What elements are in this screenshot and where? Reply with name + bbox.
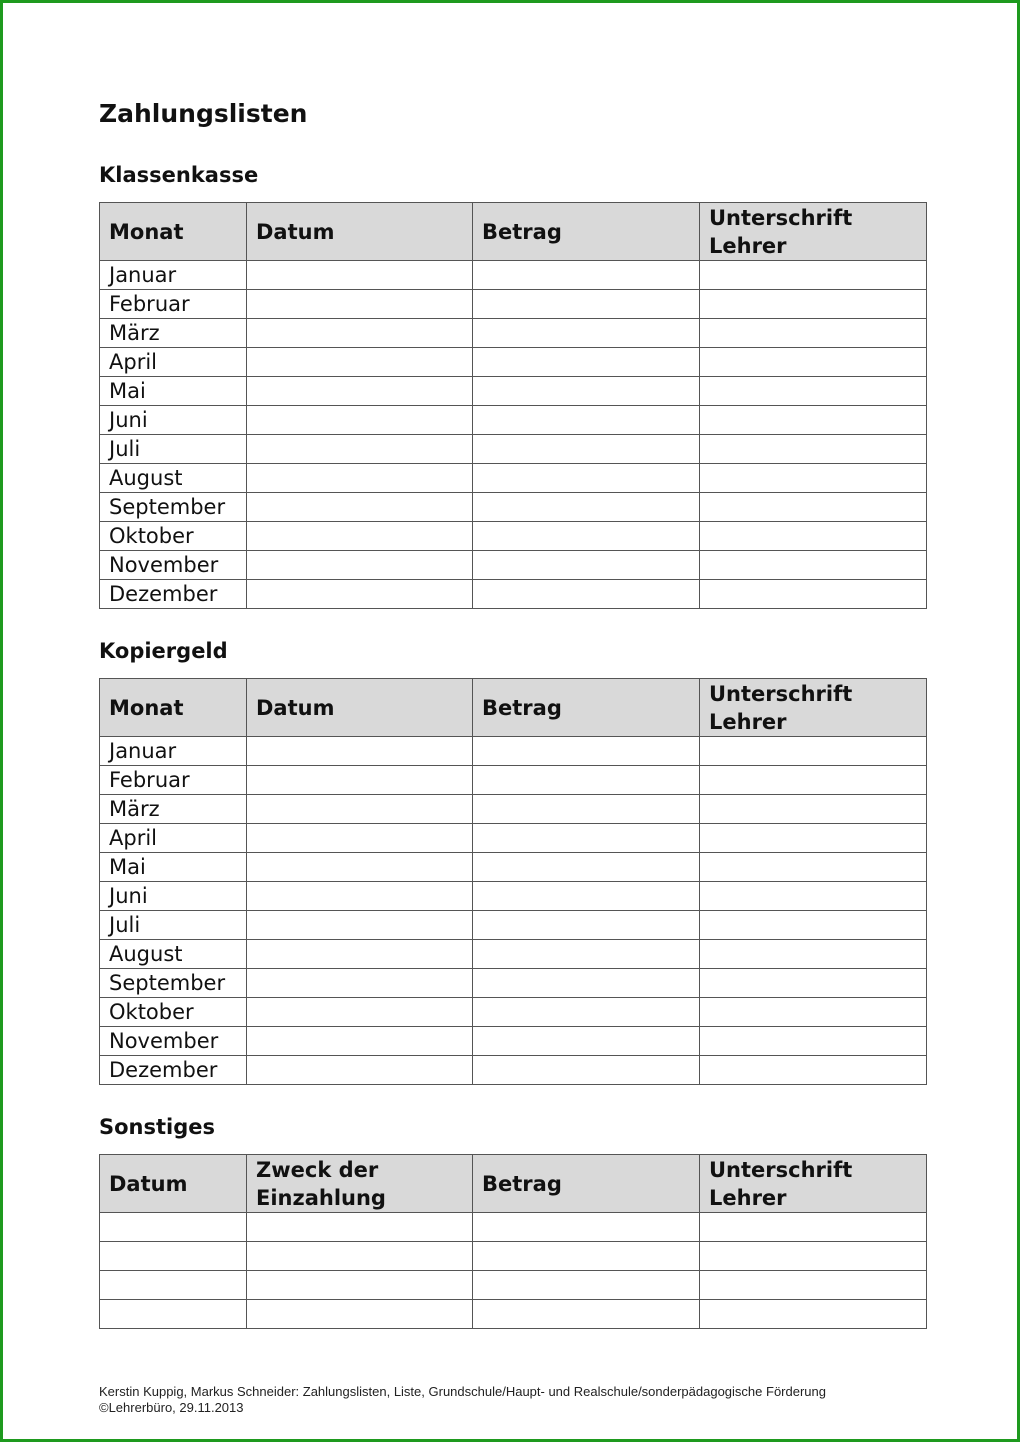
header-datum: Datum [247,679,473,737]
signature-cell[interactable] [700,882,927,911]
purpose-cell[interactable] [247,1271,473,1300]
date-cell[interactable] [247,377,473,406]
amount-cell[interactable] [473,969,700,998]
table-row [100,1271,927,1300]
month-cell: Dezember [100,1056,247,1085]
amount-cell[interactable] [473,1300,700,1329]
date-cell[interactable] [247,406,473,435]
signature-cell[interactable] [700,1300,927,1329]
amount-cell[interactable] [473,551,700,580]
amount-cell[interactable] [473,998,700,1027]
signature-cell[interactable] [700,348,927,377]
table-row [100,348,927,377]
section-heading-kopiergeld: Kopiergeld [99,639,228,663]
month-cell: März [100,795,247,824]
table-row [100,940,927,969]
purpose-cell[interactable] [247,1242,473,1271]
month-cell: September [100,969,247,998]
page-footer [99,1384,826,1416]
header-datum: Datum [100,1155,247,1213]
signature-cell[interactable] [700,1027,927,1056]
month-cell: Februar [100,766,247,795]
signature-cell[interactable] [700,1242,927,1271]
date-cell[interactable] [247,493,473,522]
date-cell[interactable] [247,261,473,290]
signature-cell[interactable] [700,824,927,853]
amount-cell[interactable] [473,1213,700,1242]
table-row [100,551,927,580]
table-row [100,261,927,290]
date-cell[interactable] [247,1056,473,1085]
table-kopiergeld [99,678,927,1085]
date-cell[interactable] [247,998,473,1027]
signature-cell[interactable] [700,522,927,551]
amount-cell[interactable] [473,853,700,882]
amount-cell[interactable] [473,1027,700,1056]
table-row [100,464,927,493]
header-betrag: Betrag [473,1155,700,1213]
table-row [100,911,927,940]
date-cell[interactable] [247,348,473,377]
month-cell: August [100,464,247,493]
table-klassenkasse [99,202,927,609]
table-sonstiges [99,1154,927,1329]
table-row [100,737,927,766]
table-row [100,1242,927,1271]
amount-cell[interactable] [473,737,700,766]
month-cell: September [100,493,247,522]
amount-cell[interactable] [473,319,700,348]
amount-cell[interactable] [473,261,700,290]
table-header-row [100,1155,927,1213]
month-cell: Dezember [100,580,247,609]
date-cell[interactable] [247,319,473,348]
table-row [100,319,927,348]
signature-cell[interactable] [700,580,927,609]
signature-cell[interactable] [700,406,927,435]
date-cell[interactable] [247,795,473,824]
date-cell[interactable] [247,940,473,969]
signature-cell[interactable] [700,319,927,348]
section-heading-sonstiges: Sonstiges [99,1115,216,1139]
month-cell: August [100,940,247,969]
month-cell: Januar [100,261,247,290]
month-cell: Juni [100,882,247,911]
signature-cell[interactable] [700,1213,927,1242]
signature-cell[interactable] [700,1271,927,1300]
amount-cell[interactable] [473,464,700,493]
amount-cell[interactable] [473,435,700,464]
signature-cell[interactable] [700,464,927,493]
footer-credits: Kerstin Kuppig, Markus Schneider: Zahlungslisten, Liste, Grundschule/Haupt- und Realschule/sonderpädagogische Förderung [99,1384,826,1399]
amount-cell[interactable] [473,766,700,795]
month-cell: Mai [100,853,247,882]
date-cell[interactable] [100,1300,247,1329]
signature-cell[interactable] [700,290,927,319]
table-row [100,377,927,406]
table-row [100,493,927,522]
date-cell[interactable] [247,290,473,319]
signature-cell[interactable] [700,766,927,795]
date-cell[interactable] [100,1213,247,1242]
amount-cell[interactable] [473,1271,700,1300]
date-cell[interactable] [247,824,473,853]
amount-cell[interactable] [473,795,700,824]
signature-cell[interactable] [700,435,927,464]
month-cell: April [100,348,247,377]
amount-cell[interactable] [473,290,700,319]
date-cell[interactable] [247,737,473,766]
signature-cell[interactable] [700,795,927,824]
month-cell: November [100,551,247,580]
table-row [100,795,927,824]
table-row [100,824,927,853]
footer-copyright: ©Lehrerbüro, 29.11.2013 [99,1400,244,1415]
date-cell[interactable] [247,1027,473,1056]
table-row [100,969,927,998]
header-monat: Monat [100,203,247,261]
table-row [100,1213,927,1242]
signature-cell[interactable] [700,493,927,522]
month-cell: November [100,1027,247,1056]
date-cell[interactable] [247,435,473,464]
date-cell[interactable] [247,911,473,940]
amount-cell[interactable] [473,824,700,853]
table-row [100,406,927,435]
table-row [100,290,927,319]
month-cell: Oktober [100,998,247,1027]
signature-cell[interactable] [700,940,927,969]
section-heading-klassenkasse: Klassenkasse [99,163,259,187]
amount-cell[interactable] [473,1242,700,1271]
month-cell: Januar [100,737,247,766]
month-cell: Juli [100,911,247,940]
header-unterschrift: Unterschrift Lehrer [700,679,927,737]
date-cell[interactable] [100,1271,247,1300]
month-cell: Februar [100,290,247,319]
amount-cell[interactable] [473,493,700,522]
date-cell[interactable] [247,551,473,580]
date-cell[interactable] [247,882,473,911]
amount-cell[interactable] [473,911,700,940]
amount-cell[interactable] [473,940,700,969]
signature-cell[interactable] [700,853,927,882]
section-sonstiges [99,1113,926,1329]
header-datum: Datum [247,203,473,261]
date-cell[interactable] [247,969,473,998]
date-cell[interactable] [100,1242,247,1271]
date-cell[interactable] [247,580,473,609]
table-row [100,580,927,609]
signature-cell[interactable] [700,1056,927,1085]
page-title: Zahlungslisten [99,99,308,128]
header-unterschrift: Unterschrift Lehrer [700,1155,927,1213]
table-row [100,882,927,911]
amount-cell[interactable] [473,580,700,609]
amount-cell[interactable] [473,882,700,911]
table-header-row [100,679,927,737]
table-row [100,998,927,1027]
month-cell: Oktober [100,522,247,551]
purpose-cell[interactable] [247,1213,473,1242]
amount-cell[interactable] [473,348,700,377]
header-unterschrift: Unterschrift Lehrer [700,203,927,261]
signature-cell[interactable] [700,377,927,406]
table-row [100,1027,927,1056]
table-row [100,853,927,882]
header-betrag: Betrag [473,203,700,261]
table-row [100,435,927,464]
table-header-row [100,203,927,261]
table-row [100,1056,927,1085]
table-row [100,766,927,795]
date-cell[interactable] [247,522,473,551]
amount-cell[interactable] [473,377,700,406]
amount-cell[interactable] [473,1056,700,1085]
table-row [100,1300,927,1329]
signature-cell[interactable] [700,551,927,580]
amount-cell[interactable] [473,406,700,435]
table-row [100,522,927,551]
signature-cell[interactable] [700,969,927,998]
signature-cell[interactable] [700,911,927,940]
date-cell[interactable] [247,853,473,882]
month-cell: Juli [100,435,247,464]
purpose-cell[interactable] [247,1300,473,1329]
date-cell[interactable] [247,766,473,795]
date-cell[interactable] [247,464,473,493]
signature-cell[interactable] [700,261,927,290]
header-zweck: Zweck der Einzahlung [247,1155,473,1213]
month-cell: April [100,824,247,853]
header-monat: Monat [100,679,247,737]
section-kopiergeld [99,637,926,1085]
amount-cell[interactable] [473,522,700,551]
signature-cell[interactable] [700,737,927,766]
month-cell: März [100,319,247,348]
signature-cell[interactable] [700,998,927,1027]
section-klassenkasse [99,161,926,609]
header-betrag: Betrag [473,679,700,737]
month-cell: Mai [100,377,247,406]
month-cell: Juni [100,406,247,435]
